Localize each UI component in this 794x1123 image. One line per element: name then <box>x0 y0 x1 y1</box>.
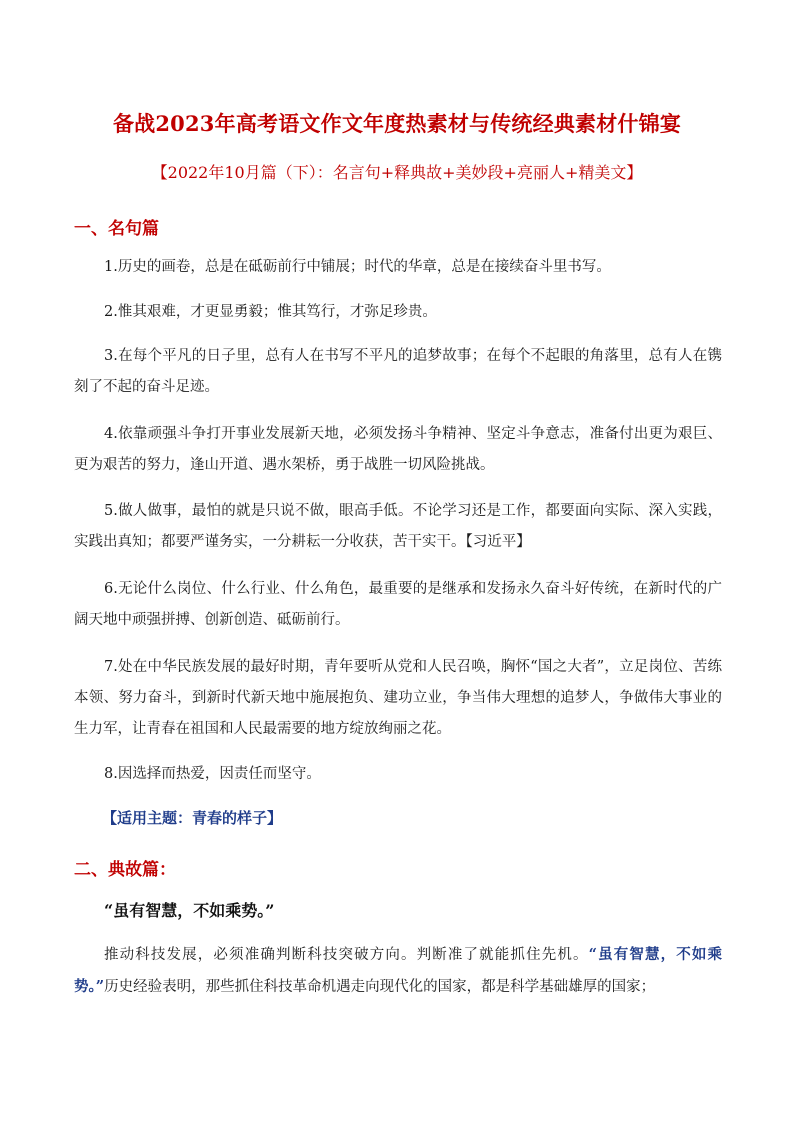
quote-item: 2.惟其艰难，才更显勇毅；惟其笃行，才弥足珍贵。 <box>104 304 437 320</box>
quote-item: 1.历史的画卷，总是在砥砺前行中铺展；时代的华章，总是在接续奋斗里书写。 <box>104 259 611 275</box>
quote-item: 3.在每个平凡的日子里，总有人在书写不平凡的追梦故事；在每个不起眼的角落里，总有人在镌刻了不起的奋斗足迹。 <box>74 348 722 395</box>
allusion-text-part1: 推动科技发展，必须准确判断科技突破方向。判断准了就能抓住先机。 <box>104 947 589 963</box>
page-title: 备战2023年高考语文作文年度热素材与传统经典素材什锦宴 <box>112 111 682 136</box>
page-subtitle: 【2022年10月篇（下）：名言句+释典故+美妙段+亮丽人+精美文】 <box>151 163 643 182</box>
quote-item: 4.依靠顽强斗争打开事业发展新天地，必须发扬斗争精神、坚定斗争意志，准备付出更为艰巨、更为艰苦的努力，逢山开道、遇水架桥，勇于战胜一切风险挑战。 <box>74 426 722 473</box>
quote-item: 5.做人做事，最怕的就是只说不做，眼高手低。不论学习还是工作，都要面向实际、深入实践，实践出真知；都要严谨务实，一分耕耘一分收获，苦干实干。【习近平】 <box>74 503 722 550</box>
applicable-theme-tag: 【适用主题：青春的样子】 <box>102 809 283 827</box>
allusion-paragraph <box>74 939 722 1003</box>
allusion-quote-heading: “虽有智慧，不如乘势。” <box>104 901 275 920</box>
section-heading-famous-quotes: 一、名句篇 <box>74 219 159 239</box>
allusion-text-part2: 历史经验表明，那些抓住科技革命机遇走向现代化的国家，都是科学基础雄厚的国家； <box>104 979 656 995</box>
quote-item: 8.因选择而热爱，因责任而坚守。 <box>104 766 321 782</box>
allusion-highlighted-quote: “虽有智慧，不如乘势。” <box>74 946 723 995</box>
quote-item: 7.处在中华民族发展的最好时期，青年要听从党和人民召唤，胸怀“国之大者”，立足岗位、苦练本领、努力奋斗，到新时代新天地中施展抱负、建功立业，争当伟大理想的追梦人，争做伟大事业的生力军，让青春在祖国和人民最需要的地方绽放绚丽之花。 <box>74 659 722 737</box>
quote-item: 6.无论什么岗位、什么行业、什么角色，最重要的是继承和发扬永久奋斗好传统，在新时代的广阔天地中顽强拼搏、创新创造、砥砺前行。 <box>74 581 722 628</box>
section-heading-allusions: 二、典故篇： <box>74 860 176 880</box>
